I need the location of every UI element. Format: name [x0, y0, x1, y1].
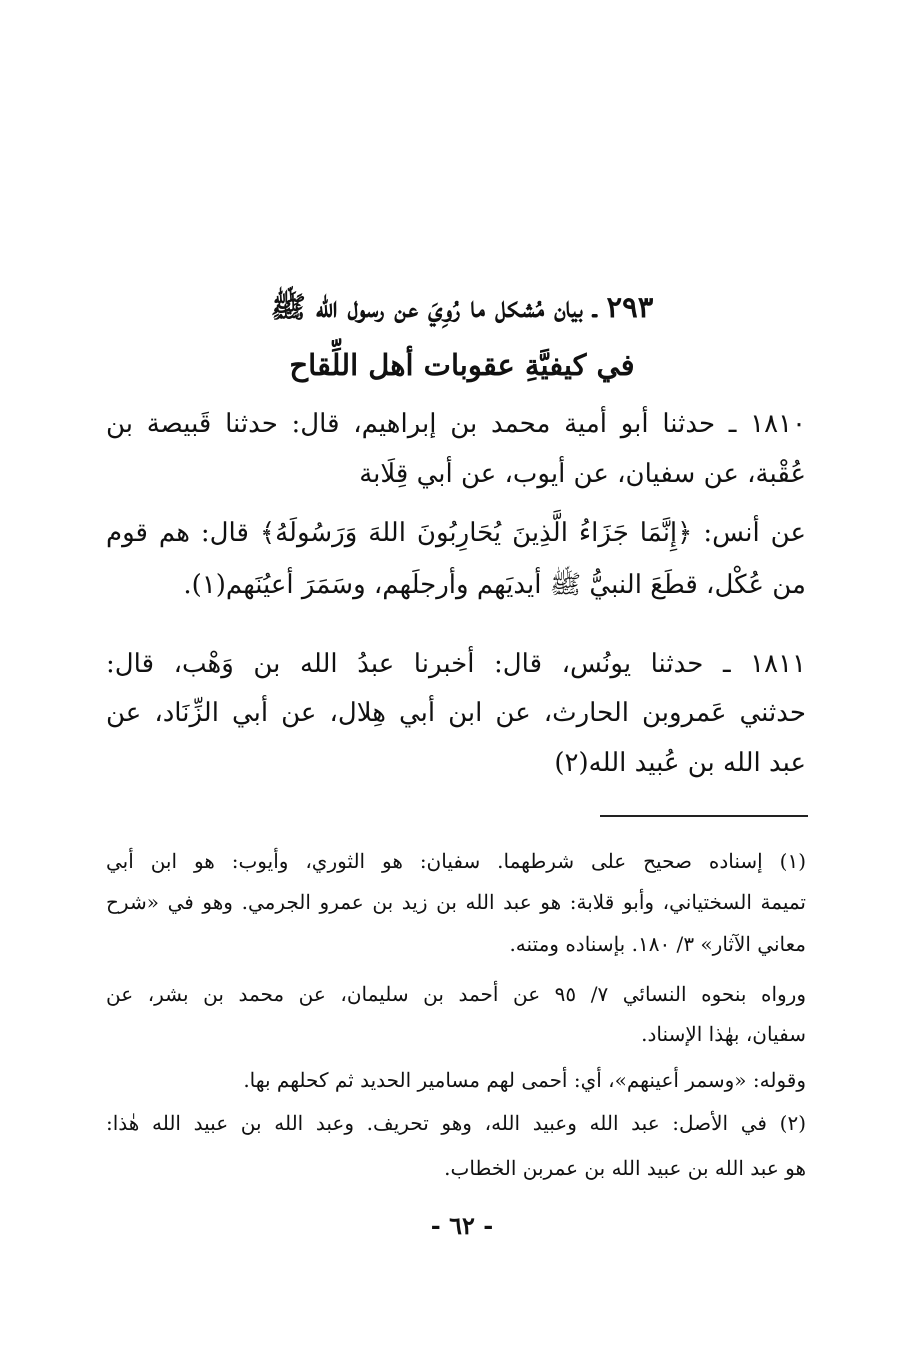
chapter-title-line-2: في كيفيَّةِ عقوبات أهل اللِّقاح [289, 348, 635, 382]
hadith-1810-line: عن أنس: ﴿إِنَّمَا جَزَاءُ الَّذِينَ يُحَارِبُونَ اللهَ وَرَسُولَهُ﴾ قال: هم قوم [106, 518, 806, 548]
footnote-line: سفيان، بهٰذا الإسناد. [641, 1022, 806, 1046]
hadith-1811-line: عبد الله بن عُبيد الله(٢) [554, 748, 806, 778]
hadith-1810-line: ١٨١٠ ـ حدثنا أبو أمية محمد بن إبراهيم، قال: حدثنا قَبيصة بن [106, 409, 806, 439]
hadith-1810-line: من عُكْل، قطَعَ النبيُّ ﷺ أيديَهم وأرجلَهم، وسَمَرَ أعيُنَهم(١). [183, 570, 806, 600]
footnote-line: هو عبد الله بن عبيد الله بن عمربن الخطاب. [444, 1156, 806, 1180]
footnote-line: معاني الآثار» ٣/ ١٨٠. بإسناده ومتنه. [509, 932, 806, 956]
footnote-separator [600, 815, 808, 817]
footnote-line: وقوله: «وسمر أعينهم»، أي: أحمى لهم مسامير الحديد ثم كحلهم بها. [243, 1068, 806, 1092]
footnote-line: تميمة السختياني، وأبو قلابة: هو عبد الله بن زيد بن عمرو الجرمي. وهو في «شرح [106, 890, 806, 914]
page-number: - ٦٢ - [430, 1211, 494, 1240]
hadith-1811-line: حدثني عَمروبن الحارث، عن ابن أبي هِلال، عن أبي الزِّنَاد، عن [106, 698, 806, 728]
hadith-1810-line: عُقْبة، عن سفيان، عن أيوب، عن أبي قِلَابة [359, 459, 806, 489]
chapter-title-line-1: ٢٩٣ ـ بيان مُشكل ما رُوِيَ عن رسول الله ﷺ [270, 290, 654, 324]
footnote-line: ورواه بنحوه النسائي ٧/ ٩٥ عن أحمد بن سليمان، عن محمد بن بشر، عن [106, 982, 806, 1006]
footnote-line: (١) إسناده صحيح على شرطهما. سفيان: هو الثوري، وأيوب: هو ابن أبي [106, 849, 806, 873]
hadith-1811-line: ١٨١١ ـ حدثنا يونُس، قال: أخبرنا عبدُ الله بن وَهْب، قال: [106, 649, 806, 679]
footnote-line: (٢) في الأصل: عبد الله وعبيد الله، وهو تحريف. وعبد الله بن عبيد الله هٰذا: [106, 1111, 806, 1135]
